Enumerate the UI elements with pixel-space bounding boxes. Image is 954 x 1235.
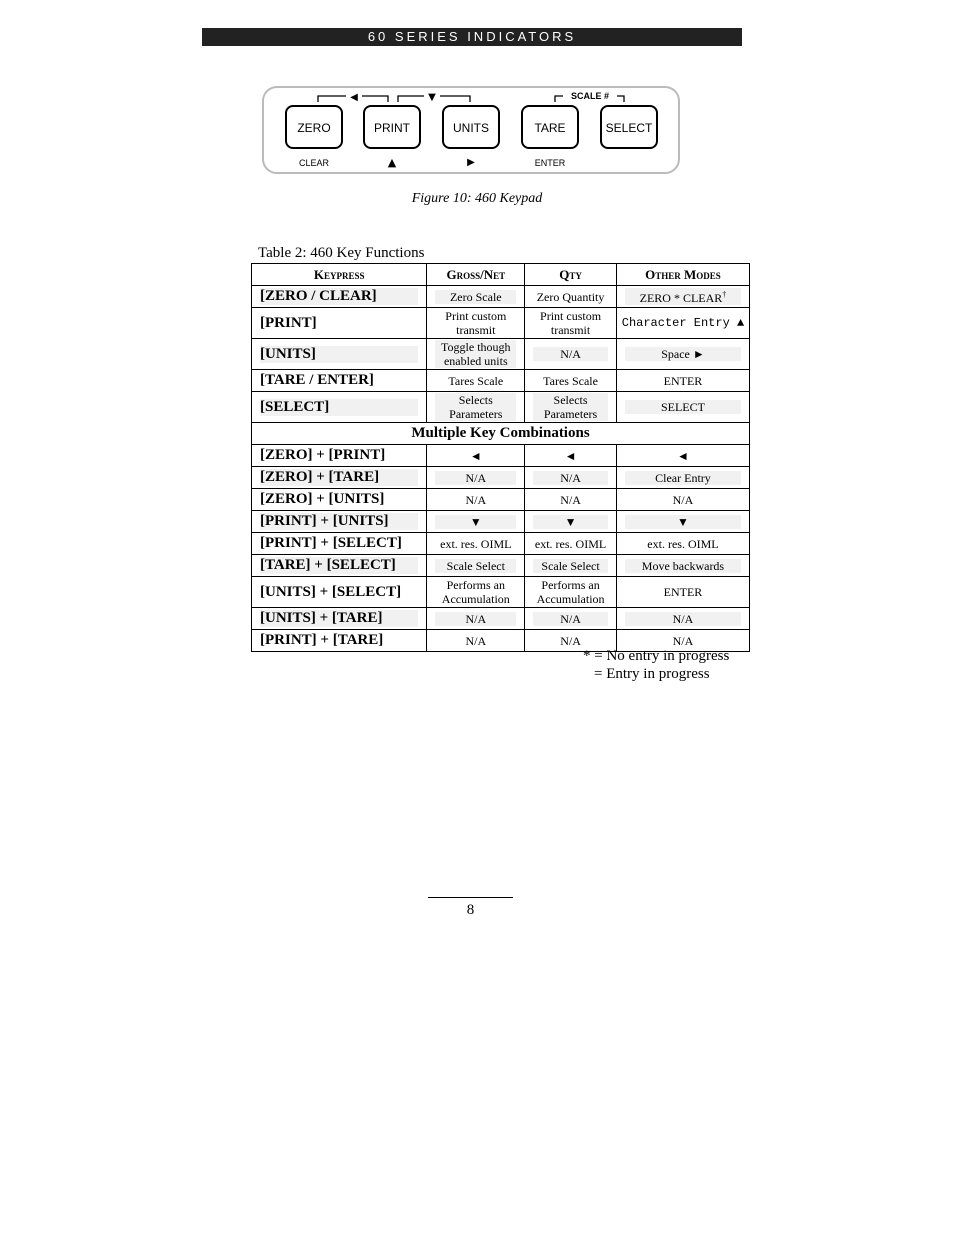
header-qty: Qty	[525, 264, 617, 286]
header-other-modes: Other Modes	[616, 264, 749, 286]
other-cell: ENTER	[663, 585, 703, 599]
keypress-cell: [UNITS] + [TARE]	[260, 610, 418, 627]
section-label: Multiple Key Combinations	[252, 423, 750, 445]
other-cell: ENTER	[663, 373, 703, 388]
table-row	[252, 555, 750, 577]
table-footnotes	[583, 647, 729, 683]
select-key-label: SELECT	[605, 121, 653, 135]
table-row	[252, 577, 750, 608]
footnote-no-entry: * = No entry in progress	[583, 648, 730, 664]
keypress-cell: [UNITS]	[260, 346, 418, 363]
print-key-label: PRINT	[374, 121, 410, 135]
qty-cell: ◄	[564, 448, 577, 463]
qty-cell: Zero Quantity	[536, 289, 605, 304]
qty-cell: N/A	[533, 612, 608, 626]
table-header-row	[252, 264, 750, 286]
header-keypress: Keypress	[252, 264, 427, 286]
keypress-cell: [PRINT] + [TARE]	[260, 632, 384, 648]
keypress-cell: [TARE / ENTER]	[260, 372, 374, 388]
table-row	[252, 511, 750, 533]
table-row	[252, 467, 750, 489]
table-row	[252, 339, 750, 370]
gross-cell: N/A	[465, 492, 487, 507]
gross-cell: Performs an Accumulation	[441, 578, 510, 606]
gross-cell: Scale Select	[435, 559, 516, 573]
page-number: 8	[466, 902, 475, 918]
dagger-mark: †	[722, 290, 727, 299]
bracket-down-arrow: ▼	[428, 92, 436, 103]
other-cell: N/A	[625, 612, 741, 626]
tare-key-sub: ENTER	[534, 158, 566, 168]
section-row	[252, 423, 750, 445]
qty-cell: N/A	[533, 471, 608, 485]
qty-cell: Selects Parameters	[533, 393, 608, 421]
gross-cell: Tares Scale	[448, 373, 504, 388]
keypad-figure	[262, 86, 680, 174]
gross-cell: Toggle though enabled units	[435, 340, 516, 368]
other-cell: ◄	[677, 448, 689, 463]
bracket-left-arrow: ◀	[350, 92, 358, 103]
qty-cell: N/A	[560, 633, 581, 648]
qty-cell: Scale Select	[533, 559, 608, 573]
footnote-entry: = Entry in progress	[594, 666, 710, 682]
other-cell: ▼	[625, 515, 741, 529]
keypress-cell: [ZERO] + [PRINT]	[260, 447, 386, 463]
table-row	[252, 392, 750, 423]
select-key	[601, 106, 657, 148]
table-row	[252, 445, 750, 467]
other-cell: Space ►	[625, 347, 741, 361]
zero-key-sub: CLEAR	[298, 158, 330, 168]
page-header: 60 SERIES INDICATORS	[202, 28, 742, 46]
keypress-cell: [ZERO] + [TARE]	[260, 469, 418, 486]
keypress-cell: [TARE] + [SELECT]	[260, 557, 418, 574]
units-key-sub: ▶	[467, 157, 475, 168]
other-cell: SELECT	[625, 400, 741, 414]
qty-cell: Tares Scale	[543, 373, 598, 388]
tare-key-label: TARE	[534, 121, 566, 135]
zero-key-label: ZERO	[297, 121, 331, 135]
print-key-sub: ▲	[387, 156, 397, 169]
keypress-cell: [SELECT]	[260, 399, 418, 416]
other-cell: N/A	[672, 492, 694, 507]
bracket-scale-label: SCALE #	[570, 91, 610, 101]
qty-cell: N/A	[533, 347, 608, 361]
qty-cell: ▼	[533, 515, 608, 529]
qty-cell: Performs an Accumulation	[536, 578, 605, 606]
other-cell-text: ZERO * CLEAR	[639, 291, 723, 305]
page-number-rule	[428, 897, 513, 898]
other-cell	[625, 288, 741, 305]
gross-cell: N/A	[435, 471, 516, 485]
units-key-label: UNITS	[453, 121, 489, 135]
qty-cell: Print custom transmit	[540, 309, 602, 337]
gross-cell: ▼	[435, 515, 516, 529]
gross-cell: Print custom transmit	[445, 309, 507, 337]
table-row	[252, 308, 750, 339]
keypress-cell: [ZERO] + [UNITS]	[260, 491, 385, 507]
table-row	[252, 489, 750, 511]
other-cell: Clear Entry	[625, 471, 741, 485]
gross-cell: ◄	[469, 448, 482, 463]
keypress-cell: [UNITS] + [SELECT]	[260, 583, 402, 600]
keypress-cell: [PRINT]	[260, 314, 317, 331]
qty-cell: ext. res. OIML	[534, 536, 607, 551]
keypress-cell: [PRINT] + [UNITS]	[260, 513, 418, 530]
gross-cell: ext. res. OIML	[440, 536, 512, 551]
qty-cell: N/A	[560, 492, 581, 507]
other-cell: Move backwards	[625, 559, 741, 573]
header-gross-net: Gross/Net	[427, 264, 525, 286]
gross-cell: Zero Scale	[435, 290, 516, 304]
keypress-cell: [ZERO / CLEAR]	[260, 288, 418, 305]
gross-cell: N/A	[465, 633, 487, 648]
table-row	[252, 370, 750, 392]
other-cell: ext. res. OIML	[647, 536, 719, 551]
other-cell: N/A	[672, 633, 694, 648]
table-row	[252, 608, 750, 630]
key-functions-table	[251, 263, 750, 652]
figure-caption: Figure 10: 460 Keypad	[411, 191, 543, 206]
keypress-cell: [PRINT] + [SELECT]	[260, 535, 402, 551]
table-row	[252, 533, 750, 555]
other-cell: Character Entry ▲	[621, 316, 745, 330]
gross-cell: N/A	[435, 612, 516, 626]
table-row	[252, 286, 750, 308]
gross-cell: Selects Parameters	[435, 393, 516, 421]
table-title: Table 2: 460 Key Functions	[258, 245, 425, 261]
